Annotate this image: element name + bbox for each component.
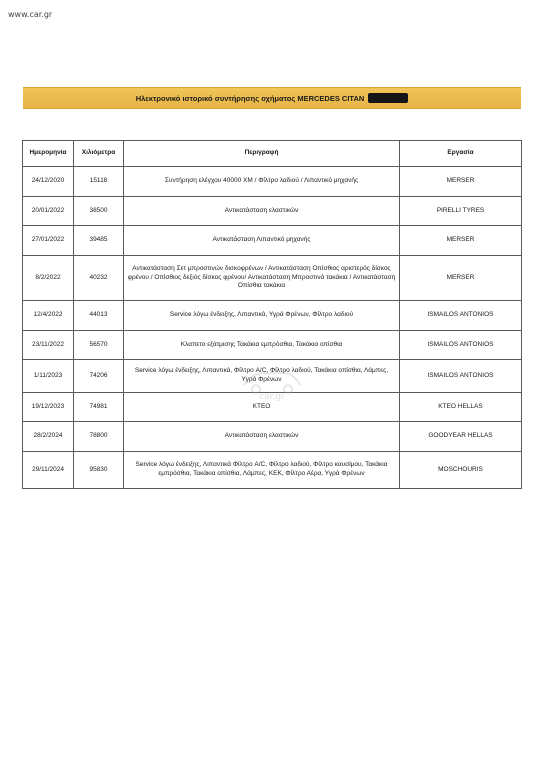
cell-km: 56570: [74, 331, 124, 360]
table-row: [23, 422, 522, 452]
cell-km: 40232: [74, 256, 124, 301]
cell-workshop: GOODYEAR HELLAS: [400, 422, 522, 452]
cell-date: 1/11/2023: [23, 360, 74, 393]
title-banner: [23, 87, 521, 109]
cell-workshop: ISMAILOS ANTONIOS: [400, 331, 522, 360]
cell-description: Service λόγω ένδειξης, Λιπαντικά, Υγρά Φρένων, Φίλτρο λαδιού: [124, 301, 400, 331]
table-row: [23, 197, 522, 226]
cell-date: 12/4/2022: [23, 301, 74, 331]
cell-date: 8/2/2022: [23, 256, 74, 301]
cell-description: Αντικατάσταση ελαστικών: [124, 422, 400, 452]
cell-date: 29/11/2024: [23, 452, 74, 489]
cell-km: 74206: [74, 360, 124, 393]
maintenance-history-table: [22, 140, 522, 489]
site-watermark: www.car.gr: [8, 10, 53, 19]
header-description: Περιγραφή: [124, 141, 400, 167]
cell-description: Αντικατάσταση Λιπαντικό μηχανής: [124, 226, 400, 256]
cell-km: 38500: [74, 197, 124, 226]
cell-date: 19/12/2023: [23, 393, 74, 422]
cell-workshop: MERSER: [400, 256, 522, 301]
cell-workshop: KTEO HELLAS: [400, 393, 522, 422]
header-workshop: Εργασία: [400, 141, 522, 167]
cell-workshop: MERSER: [400, 167, 522, 197]
cell-description: ΚΤΕΟ: [124, 393, 400, 422]
cell-date: 28/2/2024: [23, 422, 74, 452]
table-header-row: [23, 141, 522, 167]
table-row: [23, 331, 522, 360]
cell-date: 20/01/2022: [23, 197, 74, 226]
cell-workshop: PIRELLI TYRES: [400, 197, 522, 226]
cell-description: Συντήρηση ελέγχου 40000 ΧΜ / Φίλτρο λαδιού / Λιπαντικό μηχανής: [124, 167, 400, 197]
cell-km: 95830: [74, 452, 124, 489]
document-title: Ηλεκτρονικό ιστορικό συντήρησης οχήματος MERCEDES CITAN: [135, 93, 365, 103]
table-row: [23, 226, 522, 256]
cell-workshop: ISMAILOS ANTONIOS: [400, 360, 522, 393]
header-km: Χιλιόμετρα: [74, 141, 124, 167]
cell-description: Αντικατάσταση ελαστικών: [124, 197, 400, 226]
cell-description: Κλαπετο εξάτμισης Τακάκια εμπρόσθια, Τακάκια οπίσθια: [124, 331, 400, 360]
header-date: Ημερομηνία: [23, 141, 74, 167]
cell-km: 44013: [74, 301, 124, 331]
table-row: [23, 167, 522, 197]
cell-workshop: MERSER: [400, 226, 522, 256]
table-row: [23, 301, 522, 331]
cell-description: Service λόγω ένδειξης, Λιπαντικά Φίλτρο A/C, Φίλτρο λαδιού, Φίλτρο καυσίμου, Τακάκια εμπρόσθια, Τακάκια οπίσθια, Λάμπες, ΚΕΚ, Φίλτρο Αέρα, Υγρά Φρένων: [124, 452, 400, 489]
cell-date: 23/11/2022: [23, 331, 74, 360]
cell-description: Service λόγω ένδειξης, Λιπαντικά, Φίλτρο A/C, Φίλτρο λαδιού, Τακάκια οπίσθια, Λάμπες, Υγρά Φρένων: [124, 360, 400, 393]
cell-workshop: ISMAILOS ANTONIOS: [400, 301, 522, 331]
table-row: [23, 360, 522, 393]
cell-km: 39485: [74, 226, 124, 256]
cell-description: Αντικατάσταση Σετ μπροστινών δισκοφρένων / Αντικατάσταση Οπίσθιος αριστερός δίσκος φρένου / Οπίσθιος δεξιός δίσκος φρένου/ Αντικατάσταση Μπροστινά τακάκια / Αντικατάσταση Οπίσθια τακάκια: [124, 256, 400, 301]
table-row: [23, 452, 522, 489]
cell-date: 27/01/2022: [23, 226, 74, 256]
cell-km: 74981: [74, 393, 124, 422]
watermark-text: car.gr: [259, 392, 285, 402]
table-row: [23, 393, 522, 422]
redacted-plate: [368, 93, 408, 103]
table-row: [23, 256, 522, 301]
cell-km: 78800: [74, 422, 124, 452]
cell-km: 15118: [74, 167, 124, 197]
cell-date: 24/12/2020: [23, 167, 74, 197]
cell-workshop: MOSCHOURIS: [400, 452, 522, 489]
